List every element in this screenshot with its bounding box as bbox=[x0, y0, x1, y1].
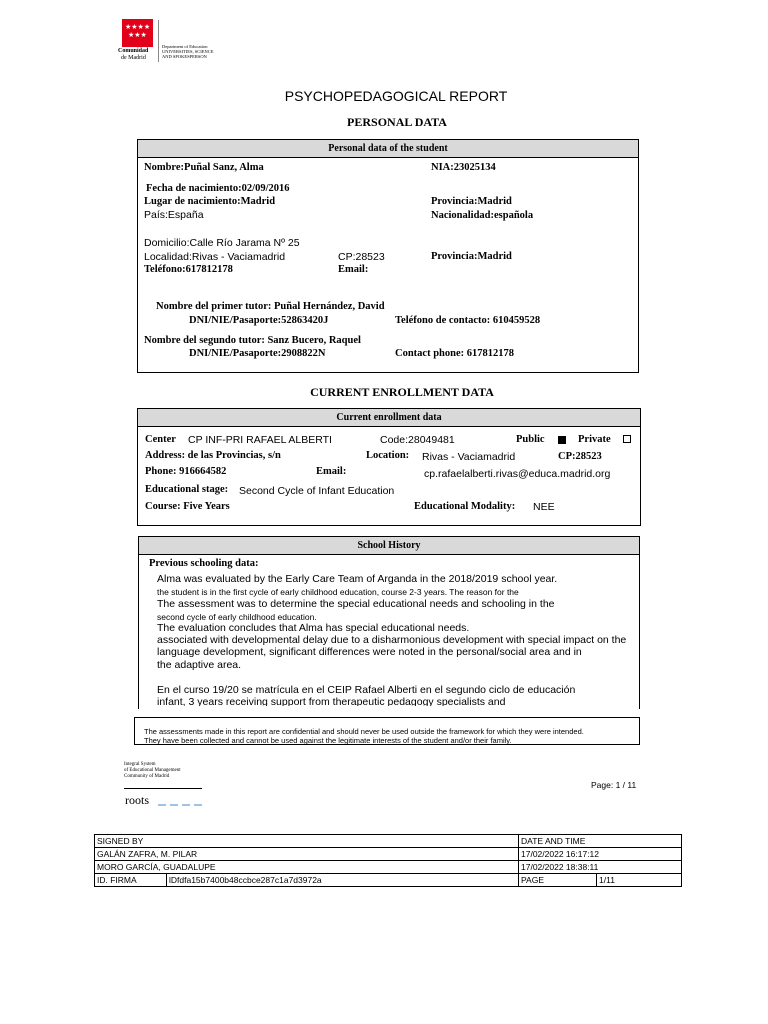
signer-name: MORO GARCÍA, GUADALUPE bbox=[95, 861, 519, 874]
date-time-header: DATE AND TIME bbox=[519, 835, 682, 848]
history-line: Alma was evaluated by the Early Care Team of Arganda in the 2018/2019 school year. bbox=[157, 573, 558, 585]
email: Email: bbox=[338, 264, 369, 275]
nationality: Nacionalidad:española bbox=[431, 210, 534, 221]
signature-id-label: ID. FIRMA bbox=[95, 874, 167, 887]
personal-data-heading: Personal data of the student bbox=[138, 140, 638, 158]
history-line: the adaptive area. bbox=[157, 659, 242, 671]
page-number: Page: 1 / 11 bbox=[591, 780, 637, 790]
signer-name: GALÁN ZAFRA, M. PILAR bbox=[95, 848, 519, 861]
postal-code: CP:28523 bbox=[338, 251, 385, 263]
signer-date: 17/02/2022 18:38:11 bbox=[519, 861, 682, 874]
enrollment-title: CURRENT ENROLLMENT DATA bbox=[310, 385, 494, 399]
report-title: PSYCHOPEDAGOGICAL REPORT bbox=[284, 88, 508, 104]
educational-stage-label: Educational stage: bbox=[145, 484, 229, 495]
history-line: associated with developmental delay due to a disharmonious development with special impact on the bbox=[157, 634, 627, 646]
history-line: language development, significant differences were noted in the personal/social area and in bbox=[157, 646, 582, 658]
confidential-line2: They have been collected and cannot be used against the legitimate interests of the student and/or their family. bbox=[144, 736, 512, 745]
madrid-flag-logo: ★★★★ ★★★ bbox=[122, 19, 153, 47]
table-row bbox=[95, 861, 682, 874]
history-line: En el curso 19/20 se matrícula en el CEIP Rafael Alberti en el segundo ciclo de educación bbox=[157, 684, 576, 696]
personal-data-title: PERSONAL DATA bbox=[347, 115, 447, 129]
private-checkbox-unchecked bbox=[623, 435, 631, 443]
signature-id-value: lDfdfa15b7400b48ccbce287c1a7d3972a bbox=[167, 874, 519, 887]
modality-value: NEE bbox=[533, 501, 555, 513]
second-tutor-phone: Contact phone: 617812178 bbox=[395, 348, 515, 359]
table-row bbox=[95, 835, 682, 848]
history-line: infant, 3 years receiving support from therapeutic pedagogy specialists and bbox=[157, 696, 506, 706]
logo-text-line2: de Madrid bbox=[121, 55, 146, 61]
page-label: PAGE bbox=[519, 874, 597, 887]
center-address: Address: de las Provincias, s/n bbox=[145, 450, 281, 461]
table-row bbox=[95, 848, 682, 861]
center-code: Code:28049481 bbox=[380, 434, 455, 446]
signed-by-header: SIGNED BY bbox=[95, 835, 519, 848]
page-value: 1/11 bbox=[597, 874, 682, 887]
birth-date: Fecha de nacimiento:02/09/2016 bbox=[146, 183, 290, 194]
center-label: Center bbox=[145, 434, 176, 445]
educational-stage-value: Second Cycle of Infant Education bbox=[239, 485, 395, 497]
public-label: Public bbox=[516, 434, 545, 445]
previous-schooling-label: Previous schooling data: bbox=[149, 558, 259, 569]
course: Course: Five Years bbox=[145, 501, 230, 512]
first-tutor-dni: DNI/NIE/Pasaporte:52863420J bbox=[189, 315, 329, 326]
signer-date: 17/02/2022 16:17:12 bbox=[519, 848, 682, 861]
private-label: Private bbox=[578, 434, 611, 445]
locality: Localidad:Rivas - Vaciamadrid bbox=[144, 251, 286, 263]
center-email-label: Email: bbox=[316, 466, 347, 477]
first-tutor-phone: Teléfono de contacto: 610459528 bbox=[395, 315, 541, 326]
roots-logo-text: roots bbox=[125, 793, 149, 807]
confidential-line1: The assessments made in this report are confidential and should never be used outside the framework for which they were intended. bbox=[144, 727, 584, 736]
history-line: second cycle of early childhood education. bbox=[157, 612, 317, 622]
center-email-value: cp.rafaelalberti.rivas@educa.madrid.org bbox=[424, 468, 611, 480]
department-text: Department of Education UNIVERSITIES, SCIENCE AND SPOKESPERSON bbox=[162, 44, 214, 59]
table-row bbox=[95, 874, 682, 887]
logo-text-line1: Comunidad bbox=[118, 48, 149, 54]
roots-logo-dashes bbox=[158, 804, 204, 806]
student-nia: NIA:23025134 bbox=[431, 162, 496, 173]
phone: Teléfono:617812178 bbox=[144, 264, 233, 275]
school-history-heading: School History bbox=[139, 537, 639, 555]
location-label: Location: bbox=[366, 450, 410, 461]
history-line: The assessment was to determine the special educational needs and schooling in the bbox=[157, 598, 555, 610]
home-address: Domicilio:Calle Río Jarama Nº 25 bbox=[144, 237, 300, 249]
second-tutor-name: Nombre del segundo tutor: Sanz Bucero, Raquel bbox=[144, 335, 361, 346]
logo-divider bbox=[158, 20, 159, 62]
center-postal-code: CP:28523 bbox=[558, 451, 602, 462]
first-tutor-name: Nombre del primer tutor: Puñal Hernández, David bbox=[156, 301, 385, 312]
home-province: Provincia:Madrid bbox=[431, 251, 512, 262]
history-line: The evaluation concludes that Alma has special educational needs. bbox=[157, 622, 470, 634]
signature-table bbox=[94, 834, 682, 887]
modality-label: Educational Modality: bbox=[414, 501, 516, 512]
country: País:España bbox=[144, 209, 204, 221]
public-checkbox-checked bbox=[558, 436, 566, 444]
center-phone: Phone: 916664582 bbox=[145, 466, 227, 477]
footer-rule bbox=[124, 788, 202, 789]
location-value: Rivas - Vaciamadrid bbox=[422, 451, 516, 463]
history-line: the student is in the first cycle of early childhood education, course 2-3 years. The reason for the bbox=[157, 587, 519, 597]
system-text: Integral System of Educational Management Community of Madrid bbox=[124, 762, 181, 779]
birth-place: Lugar de nacimiento:Madrid bbox=[144, 196, 276, 207]
center-value: CP INF-PRI RAFAEL ALBERTI bbox=[188, 434, 332, 446]
student-name: Nombre:Puñal Sanz, Alma bbox=[144, 162, 264, 173]
enrollment-heading: Current enrollment data bbox=[138, 409, 640, 427]
birth-province: Provincia:Madrid bbox=[431, 196, 512, 207]
second-tutor-dni: DNI/NIE/Pasaporte:2908822N bbox=[189, 348, 326, 359]
